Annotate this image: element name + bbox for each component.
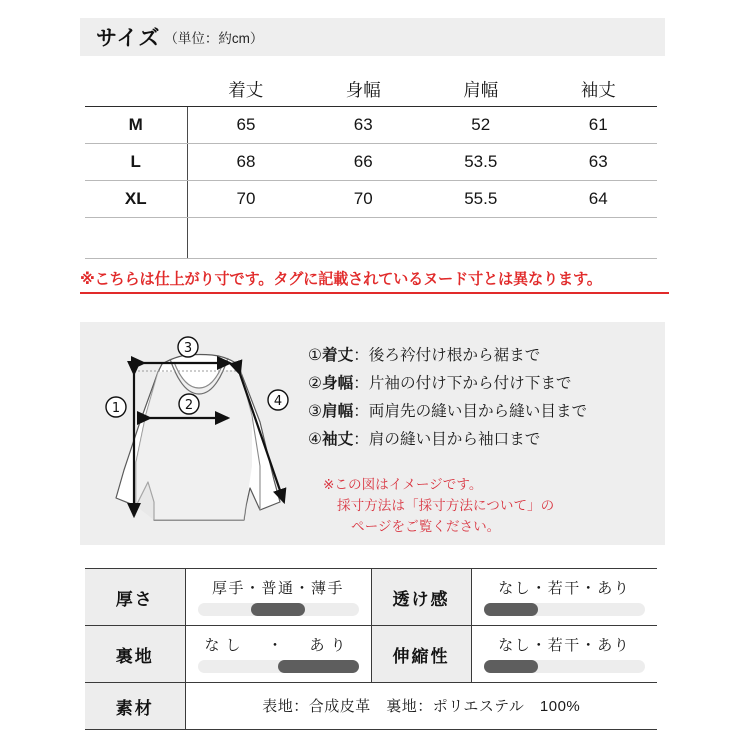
diagram-disclaimer-line2: 採寸方法は「採寸方法について」の [337, 498, 555, 513]
list-item [308, 398, 658, 426]
measurement-description-list [308, 342, 658, 454]
measure-label-1: 着丈 [321, 347, 354, 364]
lining-options: なし ・ あり [204, 636, 352, 654]
page-title: サイズ [96, 27, 161, 50]
size-label-xl: XL [85, 181, 187, 218]
diagram-disclaimer [323, 474, 554, 537]
garment-attributes-table [85, 568, 657, 730]
warning-underline [80, 292, 669, 294]
garment-illustration-icon [88, 330, 303, 538]
cell-m-kitake: 65 [187, 107, 305, 144]
cell-empty-4 [540, 218, 658, 259]
svg-text:3: 3 [183, 341, 193, 356]
svg-text:2: 2 [184, 398, 194, 413]
stretch-gauge-fill [484, 660, 539, 673]
table-row-material [85, 683, 657, 730]
unit-note: （単位：約cm） [164, 31, 264, 46]
measure-desc-1: 後ろ衿付け根から裾まで [368, 347, 541, 364]
measure-sep-1: ： [353, 347, 369, 364]
measure-label-3: 肩幅 [321, 403, 354, 420]
sheerness-gauge [484, 603, 646, 616]
cell-l-sodetake: 63 [540, 144, 658, 181]
measure-sep-2: ： [353, 375, 369, 392]
svg-text:4: 4 [273, 394, 283, 409]
size-table [85, 72, 657, 259]
attr-value-thickness [185, 569, 371, 626]
marker-1 [106, 397, 126, 417]
cell-xl-kitake: 70 [187, 181, 305, 218]
attr-value-sheerness [471, 569, 657, 626]
attr-label-material: 素材 [85, 683, 185, 730]
cell-xl-mihaba: 70 [305, 181, 423, 218]
table-row [85, 107, 657, 144]
size-label-m: M [85, 107, 187, 144]
diagram-disclaimer-line3: ページをご覧ください。 [351, 519, 501, 534]
column-header-sodetake: 袖丈 [540, 72, 658, 107]
cell-xl-sodetake: 64 [540, 181, 658, 218]
attr-label-thickness: 厚さ [85, 569, 185, 626]
marker-4 [268, 390, 288, 410]
size-title-banner [80, 18, 665, 56]
attr-value-lining [185, 626, 371, 683]
column-header-kitake: 着丈 [187, 72, 305, 107]
measure-num-4: ④ [308, 431, 322, 448]
measure-num-2: ② [308, 375, 322, 392]
column-header-mihaba: 身幅 [305, 72, 423, 107]
size-table-header-row [85, 72, 657, 107]
sheerness-options: なし・若干・あり [498, 579, 631, 597]
sheerness-gauge-fill [484, 603, 539, 616]
marker-3 [178, 337, 198, 357]
table-row [85, 181, 657, 218]
list-item [308, 370, 658, 398]
fit-size-warning: ※こちらは仕上がり寸です。タグに記載されているヌード寸とは異なります。 [80, 271, 602, 288]
attr-label-lining: 裏地 [85, 626, 185, 683]
measure-sep-4: ： [353, 431, 369, 448]
thickness-options: 厚手・普通・薄手 [211, 579, 344, 597]
material-text: 表地：合成皮革 裏地：ポリエステル 100% [262, 697, 581, 715]
attr-label-sheerness: 透け感 [371, 569, 471, 626]
attr-value-stretch [471, 626, 657, 683]
measurement-diagram-panel [80, 322, 665, 545]
diagram-disclaimer-line1: ※この図はイメージです。 [323, 477, 483, 492]
cell-l-kitake: 68 [187, 144, 305, 181]
cell-empty-1 [187, 218, 305, 259]
attr-label-stretch: 伸縮性 [371, 626, 471, 683]
svg-text:1: 1 [111, 401, 121, 416]
measure-desc-2: 片袖の付け下から付け下まで [368, 375, 572, 392]
list-item [308, 342, 658, 370]
size-table-corner [85, 72, 187, 107]
measure-sep-3: ： [353, 403, 369, 420]
measure-label-4: 袖丈 [321, 431, 354, 448]
measure-num-3: ③ [308, 403, 322, 420]
cell-l-mihaba: 66 [305, 144, 423, 181]
size-label-empty [85, 218, 187, 259]
cell-xl-katahaba: 55.5 [422, 181, 540, 218]
cell-l-katahaba: 53.5 [422, 144, 540, 181]
column-header-katahaba: 肩幅 [422, 72, 540, 107]
list-item [308, 426, 658, 454]
table-row-empty [85, 218, 657, 259]
lining-gauge [198, 660, 359, 673]
stretch-gauge [484, 660, 646, 673]
thickness-gauge [198, 603, 359, 616]
cell-m-katahaba: 52 [422, 107, 540, 144]
cell-m-mihaba: 63 [305, 107, 423, 144]
stretch-options: なし・若干・あり [498, 636, 631, 654]
table-row-lining-stretch [85, 626, 657, 683]
cell-empty-3 [422, 218, 540, 259]
size-label-l: L [85, 144, 187, 181]
cell-m-sodetake: 61 [540, 107, 658, 144]
measure-desc-4: 肩の縫い目から袖口まで [368, 431, 541, 448]
marker-2 [179, 394, 199, 414]
thickness-gauge-fill [251, 603, 306, 616]
cell-empty-2 [305, 218, 423, 259]
attr-value-material [185, 683, 657, 730]
table-row [85, 144, 657, 181]
measure-label-2: 身幅 [321, 375, 354, 392]
measure-desc-3: 両肩先の縫い目から縫い目まで [368, 403, 588, 420]
lining-gauge-fill [278, 660, 359, 673]
measure-num-1: ① [308, 347, 322, 364]
table-row-thickness-sheerness [85, 569, 657, 626]
